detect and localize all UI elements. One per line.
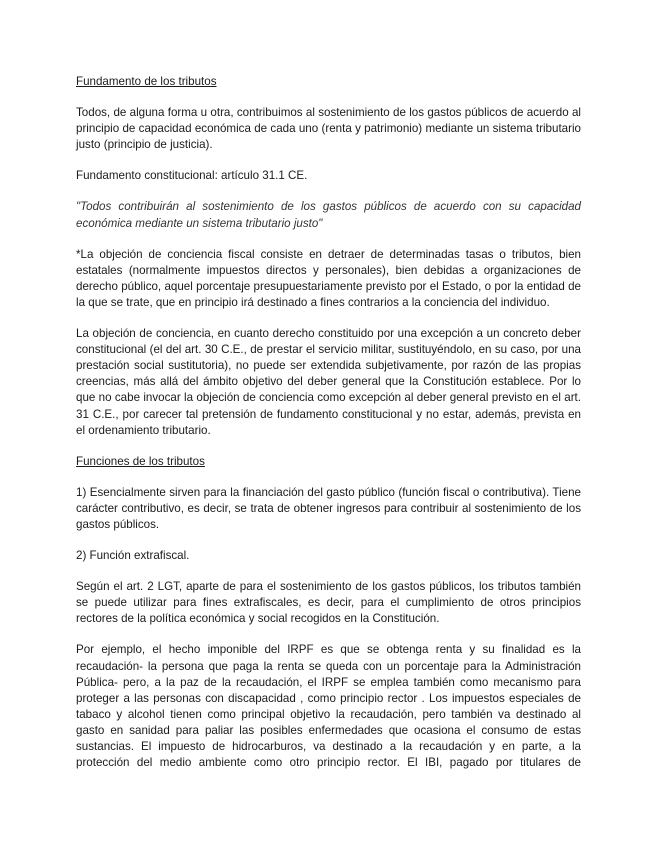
paragraph-intro: Todos, de alguna forma u otra, contribuimos al sostenimiento de los gastos públicos de acuerdo al principio de capacidad económica de cada uno (renta y patrimonio) mediante un sistema tributario justo (principio de justicia). xyxy=(76,106,581,152)
heading-fundamento: Fundamento de los tributos xyxy=(76,75,217,88)
paragraph-funcion-fiscal: 1) Esencialmente sirven para la financiación del gasto público (función fiscal o contributiva). Tiene carácter contributivo, es decir, se trata de obtener ingresos para contribuir al sostenimiento de los gastos públicos. xyxy=(76,485,581,531)
paragraph-objecion-conciencia: La objeción de conciencia, en cuanto derecho constituido por una excepción a un concreto deber constitucional (el del art. 30 C.E., de prestar el servicio militar, sustituyéndolo, en su caso, por una prestación social sustitutoria), no puede ser extendida subjetivamente, por razón de las propias creencias, más allá del ámbito objetivo del deber general que la Constitución establece. Por lo que no cabe invocar la objeción de conciencia como excepción al deber general previsto en el art. 31 C.E., por carecer tal pretensión de fundamento constitucional y no estar, además, prevista en el ordenamiento tributario. xyxy=(76,327,581,437)
document-page xyxy=(76,74,581,786)
quote-article-31: "Todos contribuirán al sostenimiento de los gastos públicos de acuerdo con su capacidad económica mediante un sistema tributario justo" xyxy=(76,200,581,230)
paragraph-fundamento-constitucional: Fundamento constitucional: artículo 31.1 CE. xyxy=(76,169,308,183)
paragraph-ejemplo: Por ejemplo, el hecho imponible del IRPF es que se obtenga renta y su finalidad es la recaudación- la persona que paga la renta se queda con un porcentaje para la Administración Pública- pero, a la paz de la recaudación, el IRPF se emplea también como mecanismo para proteger a las personas con discapacidad , como principio rector . Los impuestos especiales de tabaco y alcohol tienen como principal objetivo la recaudación, pero también va destinado al gasto en sanidad para paliar las posibles enfermedades que ocasiona el consumo de estas sustancias. El impuesto de hidrocarburos, va destinado a la recaudación y en parte, a la protección del medio ambiente como otro principio rector. El IBI, pagado por titulares de xyxy=(76,643,581,770)
heading-funciones: Funciones de los tributos xyxy=(76,454,205,468)
paragraph-objecion-fiscal: *La objeción de conciencia fiscal consiste en detraer de determinadas tasas o tributos, bien estatales (normalmente impuestos directos y personales), bien debidas a organizaciones de derecho público, aquel porcentaje presupuestariamente previsto por el Estado, o por la entidad de la que se trate, que en principio irá destinado a fines contrarios a la conciencia del individuo. xyxy=(76,247,581,309)
paragraph-art-2-lgt: Según el art. 2 LGT, aparte de para el sostenimiento de los gastos públicos, los tributos también se puede utilizar para fines extrafiscales, es decir, para el cumplimiento de otros principios rectores de la política económica y social recogidos en la Constitución. xyxy=(76,580,581,626)
paragraph-funcion-extrafiscal: 2) Función extrafiscal. xyxy=(76,549,190,563)
